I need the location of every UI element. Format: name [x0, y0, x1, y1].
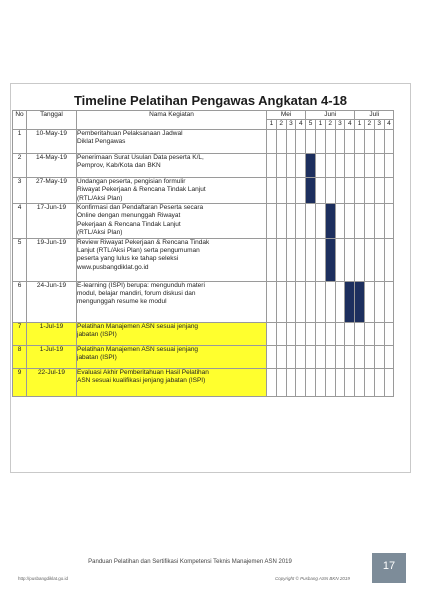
timeline-cell — [364, 153, 374, 177]
timeline-cell — [267, 204, 277, 239]
timeline-cell — [276, 281, 286, 322]
timeline-cell — [335, 345, 345, 368]
row-date: 17-Jun-19 — [27, 204, 77, 239]
timeline-cell — [296, 368, 306, 396]
timeline-cell — [325, 281, 335, 322]
timeline-bar — [325, 204, 335, 239]
timeline-cell — [296, 177, 306, 203]
timeline-cell — [364, 177, 374, 203]
timeline-cell — [267, 322, 277, 345]
timeline-cell — [306, 345, 316, 368]
table-row — [13, 204, 394, 239]
timeline-cell — [374, 177, 384, 203]
page-title: Timeline Pelatihan Pengawas Angkatan 4-18 — [73, 93, 348, 108]
timeline-table — [12, 110, 394, 397]
timeline-cell — [374, 153, 384, 177]
header-no: No — [13, 111, 27, 130]
week-header: 3 — [335, 120, 345, 129]
row-number: 6 — [13, 281, 27, 322]
timeline-cell — [315, 204, 325, 239]
timeline-cell — [296, 345, 306, 368]
timeline-cell — [335, 153, 345, 177]
timeline-cell — [286, 238, 296, 281]
timeline-cell — [345, 368, 355, 396]
activity-line: www.pusbangdiklat.go.id — [77, 263, 149, 271]
timeline-cell — [276, 322, 286, 345]
timeline-bar — [325, 238, 335, 281]
table-row — [13, 129, 394, 153]
week-header: 3 — [286, 120, 296, 129]
table-row — [13, 368, 394, 396]
timeline-cell — [364, 368, 374, 396]
timeline-cell — [325, 129, 335, 153]
row-number: 1 — [13, 129, 27, 153]
timeline-cell — [345, 177, 355, 203]
timeline-cell — [315, 238, 325, 281]
activity-line: Diklat Pengawas — [77, 138, 126, 146]
activity-line: Online dengan menunggah Riwayat — [77, 212, 181, 220]
timeline-cell — [315, 177, 325, 203]
header-date: Tanggal — [27, 111, 77, 130]
timeline-cell — [276, 345, 286, 368]
row-number: 3 — [13, 177, 27, 203]
timeline-cell — [296, 238, 306, 281]
week-header: 1 — [315, 120, 325, 129]
row-date: 1-Jul-19 — [27, 345, 77, 368]
timeline-cell — [325, 322, 335, 345]
timeline-cell — [296, 281, 306, 322]
timeline-cell — [315, 129, 325, 153]
timeline-cell — [267, 368, 277, 396]
timeline-cell — [345, 129, 355, 153]
timeline-cell — [335, 204, 345, 239]
row-activity — [77, 322, 267, 345]
activity-line: Penerimaan Surat Usulan Data peserta K/L, — [77, 153, 204, 161]
month-header: Juni — [306, 111, 355, 120]
timeline-cell — [315, 322, 325, 345]
table-row — [13, 177, 394, 203]
timeline-cell — [355, 153, 365, 177]
timeline-cell — [306, 204, 316, 239]
timeline-cell — [296, 204, 306, 239]
timeline-cell — [276, 177, 286, 203]
timeline-cell — [286, 204, 296, 239]
timeline-cell — [325, 153, 335, 177]
row-number: 8 — [13, 345, 27, 368]
timeline-cell — [384, 129, 394, 153]
timeline-cell — [345, 238, 355, 281]
activity-line: modul, belajar mandiri, forum diskusi dan — [77, 290, 196, 298]
timeline-cell — [345, 153, 355, 177]
activity-line: Review Riwayat Pekerjaan & Rencana Tindak — [77, 238, 210, 246]
timeline-cell — [355, 129, 365, 153]
activity-line: Pemprov, Kab/Kota dan BKN — [77, 162, 161, 170]
timeline-cell — [345, 345, 355, 368]
row-number: 5 — [13, 238, 27, 281]
timeline-bar — [355, 281, 365, 322]
timeline-cell — [335, 129, 345, 153]
timeline-cell — [296, 153, 306, 177]
row-number: 4 — [13, 204, 27, 239]
timeline-cell — [355, 345, 365, 368]
activity-line: ASN sesuai kualifikasi jenjang jabatan (ISPI) — [77, 377, 206, 385]
row-activity — [77, 238, 267, 281]
row-date: 27-May-19 — [27, 177, 77, 203]
header-activity: Nama Kegiatan — [77, 111, 267, 130]
week-header: 2 — [325, 120, 335, 129]
timeline-cell — [374, 368, 384, 396]
row-date: 24-Jun-19 — [27, 281, 77, 322]
week-header: 5 — [306, 120, 316, 129]
row-number: 2 — [13, 153, 27, 177]
row-activity — [77, 153, 267, 177]
timeline-cell — [384, 345, 394, 368]
table-row — [13, 238, 394, 281]
timeline-cell — [355, 322, 365, 345]
activity-line: (RTL/Aksi Plan) — [77, 194, 123, 202]
timeline-cell — [306, 129, 316, 153]
timeline-cell — [345, 204, 355, 239]
timeline-cell — [384, 368, 394, 396]
timeline-cell — [384, 177, 394, 203]
timeline-cell — [276, 368, 286, 396]
row-activity — [77, 368, 267, 396]
activity-line: Pekerjaan & Rencana Tindak Lanjut — [77, 220, 181, 228]
timeline-cell — [286, 345, 296, 368]
activity-line: Pelatihan Manajemen ASN sesuai jenjang — [77, 345, 199, 353]
row-date: 14-May-19 — [27, 153, 77, 177]
activity-line: Pemberitahuan Pelaksanaan Jadwal — [77, 129, 183, 137]
activity-line: mengunggah resume ke modul — [77, 298, 167, 306]
timeline-cell — [364, 281, 374, 322]
week-header: 1 — [267, 120, 277, 129]
timeline-cell — [267, 238, 277, 281]
timeline-cell — [267, 153, 277, 177]
timeline-cell — [267, 345, 277, 368]
row-activity — [77, 281, 267, 322]
timeline-cell — [374, 281, 384, 322]
week-header: 2 — [364, 120, 374, 129]
timeline-cell — [306, 368, 316, 396]
activity-line: E-learning (ISPI) berupa: mengunduh materi — [77, 281, 205, 289]
row-date: 1-Jul-19 — [27, 322, 77, 345]
activity-line: (RTL/Aksi Plan) — [77, 229, 123, 237]
timeline-cell — [374, 345, 384, 368]
row-number: 9 — [13, 368, 27, 396]
timeline-bar — [306, 153, 316, 177]
table-row — [13, 322, 394, 345]
activity-line: Konfirmasi dan Pendaftaran Peserta secara — [77, 204, 204, 212]
timeline-cell — [315, 345, 325, 368]
timeline-cell — [355, 177, 365, 203]
footer-text: Panduan Pelatihan dan Sertifikasi Kompetensi Teknis Manajemen ASN 2019 — [88, 559, 292, 565]
activity-line: Undangan peserta, pengisian formulir — [77, 177, 186, 185]
week-header: 2 — [276, 120, 286, 129]
footer-url: http://pusbangdiklat.go.id — [18, 576, 69, 581]
timeline-cell — [374, 204, 384, 239]
activity-line: Lanjut (RTL/Aksi Plan) serta pengumuman — [77, 247, 200, 255]
row-activity — [77, 177, 267, 203]
row-activity — [77, 345, 267, 368]
month-header: Juli — [355, 111, 394, 120]
timeline-cell — [355, 368, 365, 396]
timeline-cell — [286, 368, 296, 396]
timeline-cell — [335, 177, 345, 203]
table-row — [13, 281, 394, 322]
activity-line: Riwayat Pekerjaan & Rencana Tindak Lanjut — [77, 186, 206, 194]
row-date: 10-May-19 — [27, 129, 77, 153]
page-number: 17 — [372, 553, 406, 583]
footer-copyright: Copyright © Pusbang ASN BKN 2019 — [275, 576, 350, 581]
timeline-cell — [267, 177, 277, 203]
row-number: 7 — [13, 322, 27, 345]
timeline-cell — [286, 177, 296, 203]
timeline-cell — [306, 281, 316, 322]
timeline-cell — [267, 281, 277, 322]
table-row — [13, 345, 394, 368]
week-header: 4 — [384, 120, 394, 129]
timeline-cell — [335, 281, 345, 322]
timeline-cell — [364, 322, 374, 345]
timeline-cell — [364, 129, 374, 153]
timeline-cell — [364, 345, 374, 368]
week-header: 3 — [374, 120, 384, 129]
timeline-cell — [306, 238, 316, 281]
timeline-cell — [364, 204, 374, 239]
timeline-cell — [335, 238, 345, 281]
timeline-cell — [286, 281, 296, 322]
timeline-cell — [384, 322, 394, 345]
timeline-cell — [384, 153, 394, 177]
timeline-cell — [335, 322, 345, 345]
timeline-cell — [325, 177, 335, 203]
table-row — [13, 153, 394, 177]
timeline-cell — [374, 129, 384, 153]
timeline-cell — [306, 322, 316, 345]
activity-line: Pelatihan Manajemen ASN sesuai jenjang — [77, 322, 199, 330]
row-date: 19-Jun-19 — [27, 238, 77, 281]
activity-line: jabatan (ISPI) — [77, 354, 117, 362]
row-activity — [77, 129, 267, 153]
timeline-cell — [325, 345, 335, 368]
timeline-cell — [315, 153, 325, 177]
activity-line: Evaluasi Akhir Pemberitahuan Hasil Pelatihan — [77, 368, 209, 376]
week-header: 4 — [296, 120, 306, 129]
timeline-cell — [286, 153, 296, 177]
timeline-cell — [374, 322, 384, 345]
timeline-cell — [384, 281, 394, 322]
timeline-cell — [355, 238, 365, 281]
timeline-bar — [345, 281, 355, 322]
timeline-cell — [325, 368, 335, 396]
row-activity — [77, 204, 267, 239]
timeline-cell — [286, 322, 296, 345]
timeline-cell — [374, 238, 384, 281]
week-header: 4 — [345, 120, 355, 129]
timeline-cell — [384, 238, 394, 281]
timeline-cell — [296, 322, 306, 345]
timeline-cell — [276, 153, 286, 177]
timeline-cell — [286, 129, 296, 153]
timeline-cell — [384, 204, 394, 239]
timeline-cell — [267, 129, 277, 153]
timeline-cell — [335, 368, 345, 396]
timeline-cell — [364, 238, 374, 281]
timeline-cell — [276, 129, 286, 153]
activity-line: peserta yang lulus ke tahap seleksi — [77, 255, 179, 263]
timeline-cell — [355, 204, 365, 239]
timeline-cell — [315, 281, 325, 322]
timeline-cell — [276, 238, 286, 281]
activity-line: jabatan (ISPI) — [77, 331, 117, 339]
month-header: Mei — [267, 111, 306, 120]
timeline-cell — [315, 368, 325, 396]
timeline-cell — [296, 129, 306, 153]
timeline-bar — [306, 177, 316, 203]
row-date: 22-Jul-19 — [27, 368, 77, 396]
timeline-cell — [276, 204, 286, 239]
week-header: 1 — [355, 120, 365, 129]
timeline-cell — [345, 322, 355, 345]
